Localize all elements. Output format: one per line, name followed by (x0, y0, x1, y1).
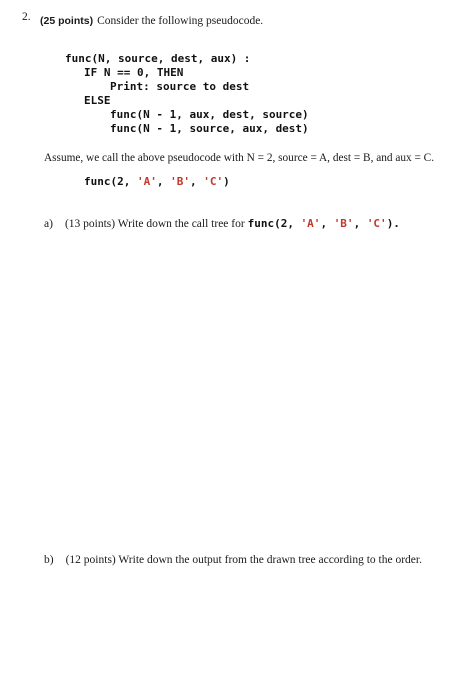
question-points: (25 points) (40, 15, 94, 27)
assumption-text: Assume, we call the above pseudocode with N = 2, source = A, dest = B, and aux = C. (44, 152, 435, 164)
question-number: 2. (22, 11, 31, 23)
code-line-recursive-call-2: func(N - 1, source, aux, dest) (110, 122, 309, 135)
part-a-code-prefix: func(2, (247, 217, 301, 230)
part-a-arg-aux: 'C' (366, 217, 387, 230)
part-a-code-suffix: ). (386, 217, 400, 230)
part-a-separator: , (353, 217, 367, 230)
call-separator: , (189, 175, 204, 188)
part-b-prompt (44, 550, 422, 568)
code-line-signature: func(N, source, dest, aux) : (65, 52, 251, 65)
call-prefix: func(2, (84, 175, 137, 188)
code-line-recursive-call-1: func(N - 1, aux, dest, source) (110, 108, 309, 121)
call-arg-aux: 'C' (203, 175, 224, 188)
part-a-code (248, 217, 400, 230)
code-line-if: IF N == 0, THEN (84, 66, 184, 79)
part-a-label: a) (44, 218, 53, 230)
part-b-text: (12 points) Write down the output from the drawn tree according to the order. (65, 554, 422, 566)
code-line-else: ELSE (84, 94, 111, 107)
part-a-prompt (44, 214, 400, 232)
call-arg-dest: 'B' (170, 175, 190, 188)
part-a-text: (13 points) Write down the call tree for (64, 218, 248, 230)
part-a-arg-source: 'A' (300, 217, 321, 230)
code-line-print: Print: source to dest (110, 80, 250, 93)
question-intro-text: Consider the following pseudocode. (97, 15, 264, 27)
call-arg-source: 'A' (136, 175, 157, 188)
part-b-label: b) (44, 554, 54, 566)
question-intro (40, 11, 263, 29)
function-call-example (84, 175, 230, 188)
part-a-arg-dest: 'B' (333, 217, 354, 230)
part-a-separator: , (320, 217, 334, 230)
call-separator: , (156, 175, 171, 188)
call-suffix: ) (223, 175, 230, 188)
